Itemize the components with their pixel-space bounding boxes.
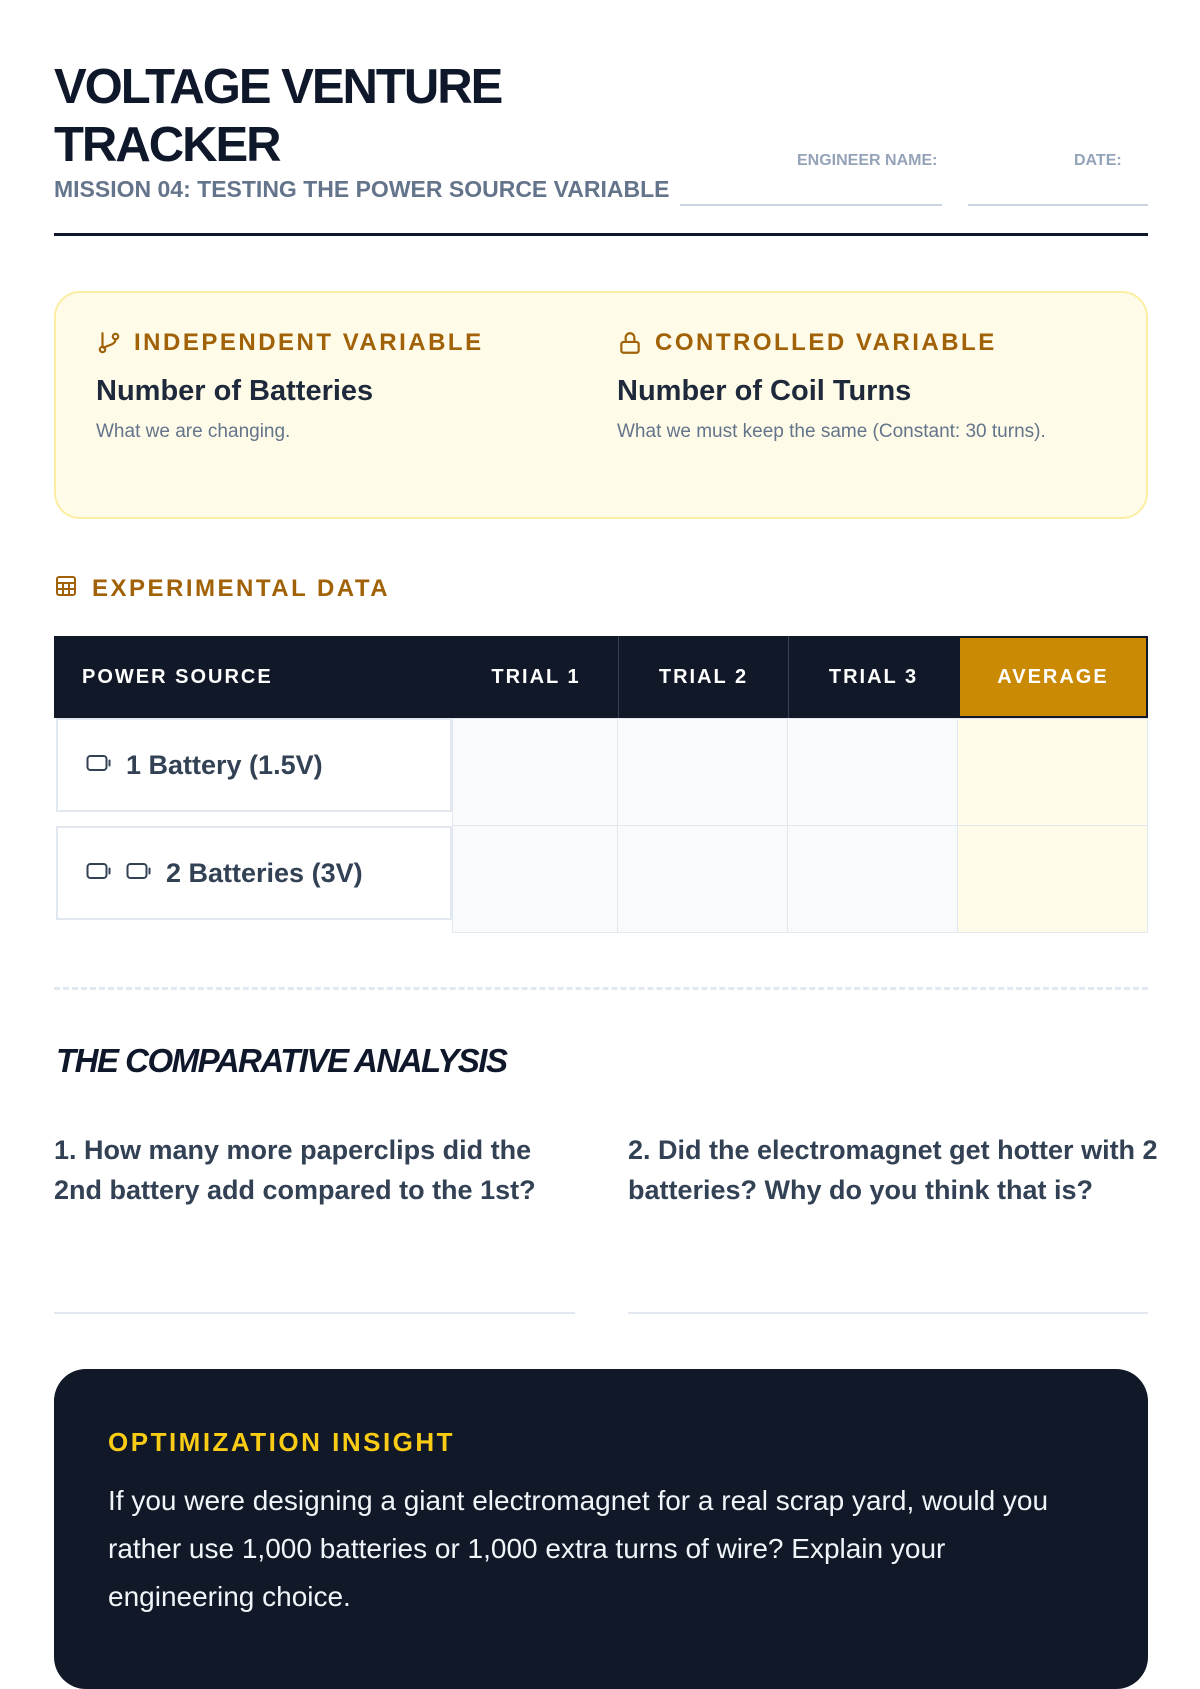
independent-variable-value: Number of Batteries — [96, 375, 374, 407]
independent-variable — [96, 329, 536, 445]
table-row-label-1-battery — [56, 718, 452, 812]
controlled-variable-description: What we must keep the same (Constant: 30 turns). — [617, 421, 1046, 442]
engineer-name-field[interactable] — [680, 204, 942, 206]
date-label: DATE: — [1074, 152, 1122, 169]
variables-panel — [54, 291, 1148, 519]
battery-icon — [126, 862, 152, 885]
column-header-trial-1: TRIAL 1 — [491, 665, 581, 688]
cell-2-batteries-trial-2[interactable] — [617, 825, 788, 933]
row-label-text: 2 Batteries (3V) — [166, 857, 363, 888]
battery-icon — [86, 754, 112, 777]
cell-2-batteries-trial-3[interactable] — [787, 825, 958, 933]
question-2: 2. Did the electromagnet get hotter with 2 batteries? Why do you think that is? — [628, 1135, 1158, 1205]
controlled-variable-value: Number of Coil Turns — [617, 375, 912, 407]
answer-line-1[interactable] — [54, 1312, 575, 1314]
cell-1-battery-trial-2[interactable] — [617, 718, 788, 826]
controlled-variable-label: CONTROLLED VARIABLE — [655, 329, 997, 356]
answer-line-2[interactable] — [628, 1312, 1148, 1314]
cell-1-battery-trial-3[interactable] — [787, 718, 958, 826]
engineer-name-label: ENGINEER NAME: — [797, 152, 938, 169]
cell-2-batteries-trial-1[interactable] — [452, 825, 618, 933]
lock-icon — [617, 330, 643, 356]
column-header-trial-3: TRIAL 3 — [788, 636, 958, 718]
page-title: VOLTAGE VENTURE TRACKER — [54, 60, 502, 172]
header-divider — [54, 233, 1148, 236]
column-header-trial-2: TRIAL 2 — [618, 636, 788, 718]
independent-variable-description: What we are changing. — [96, 421, 291, 442]
question-1: 1. How many more paperclips did the 2nd battery add compared to the 1st? — [54, 1135, 536, 1205]
cell-2-batteries-average[interactable] — [957, 825, 1148, 933]
cell-1-battery-average[interactable] — [957, 718, 1148, 826]
table-icon — [54, 574, 78, 603]
row-label-text: 1 Battery (1.5V) — [126, 749, 323, 780]
table-row-label-2-batteries — [56, 826, 452, 920]
date-field[interactable] — [968, 204, 1148, 206]
branch-icon — [96, 330, 122, 356]
cell-1-battery-trial-1[interactable] — [452, 718, 618, 826]
experimental-data-heading — [54, 574, 390, 603]
battery-icon — [86, 862, 112, 885]
section-divider — [54, 987, 1148, 990]
insight-text: If you were designing a giant electromagnet for a real scrap yard, would you rather use 1,000 batteries or 1,000 extra turns of wire? Explain your engineering choice. — [108, 1485, 1049, 1612]
controlled-variable — [617, 329, 1057, 445]
column-header-power-source: POWER SOURCE — [82, 665, 273, 688]
mission-subtitle: MISSION 04: TESTING THE POWER SOURCE VARIABLE — [54, 176, 670, 202]
independent-variable-label: INDEPENDENT VARIABLE — [134, 329, 484, 356]
experimental-data-label: EXPERIMENTAL DATA — [92, 574, 391, 602]
data-table-header — [54, 636, 1148, 718]
insight-label: OPTIMIZATION INSIGHT — [108, 1427, 456, 1457]
analysis-title: THE COMPARATIVE ANALYSIS — [56, 1042, 507, 1079]
optimization-insight-panel — [54, 1369, 1148, 1689]
column-header-average: AVERAGE — [958, 636, 1148, 718]
